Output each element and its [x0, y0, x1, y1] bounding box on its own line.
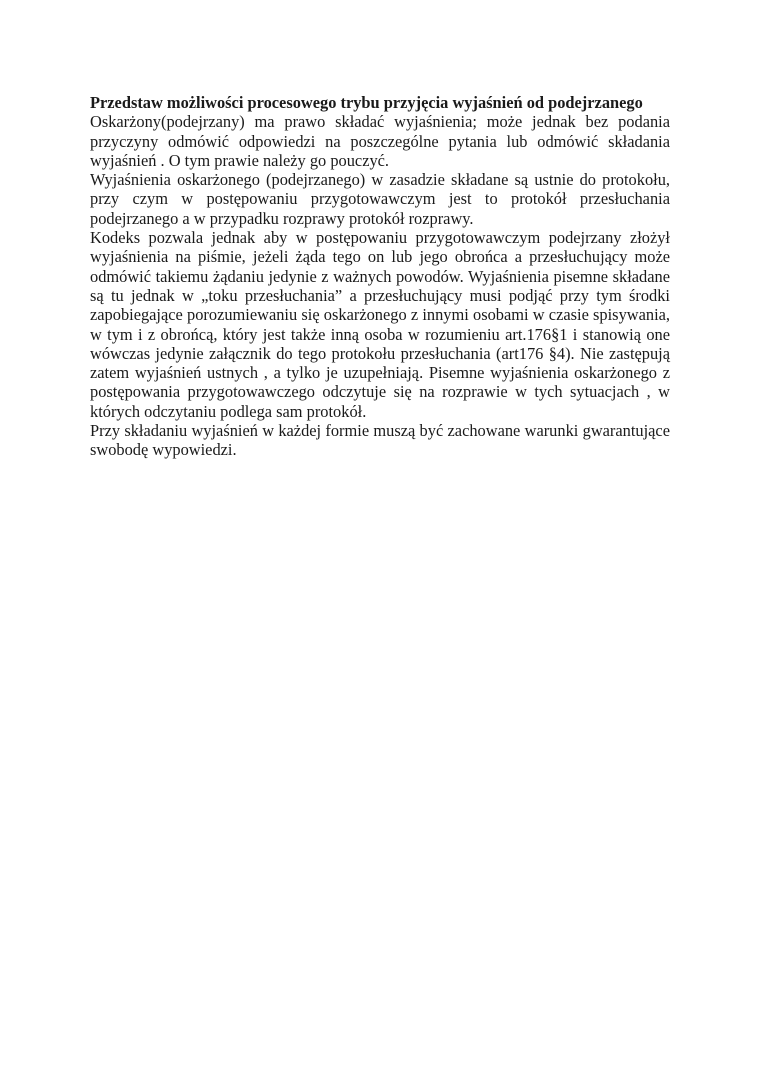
paragraph-4: Przy składaniu wyjaśnień w każdej formie muszą być zachowane warunki gwarantujące swobodę wypowiedzi.	[90, 421, 670, 460]
paragraph-1: Oskarżony(podejrzany) ma prawo składać wyjaśnienia; może jednak bez podania przyczyny odmówić odpowiedzi na poszczególne pytania lub odmówić składania wyjaśnień . O tym prawie należy go pouczyć.	[90, 112, 670, 170]
paragraph-2: Wyjaśnienia oskarżonego (podejrzanego) w zasadzie składane są ustnie do protokołu, przy czym w postępowaniu przygotowawczym jest to protokół przesłuchania podejrzanego a w przypadku rozprawy protokół rozprawy.	[90, 170, 670, 228]
document-body	[90, 93, 670, 460]
paragraph-3: Kodeks pozwala jednak aby w postępowaniu przygotowawczym podejrzany złożył wyjaśnienia na piśmie, jeżeli żąda tego on lub jego obrońca a przesłuchujący może odmówić takiemu żądaniu jedynie z ważnych powodów. Wyjaśnienia pisemne składane są tu jednak w „toku przesłuchania” a przesłuchujący musi podjąć przy tym środki zapobiegające porozumiewaniu się oskarżonego z innymi osobami w czasie spisywania, w tym i z obrońcą, który jest także inną osoba w rozumieniu art.176§1 i stanowią one wówczas jedynie załącznik do tego protokołu przesłuchania (art176 §4). Nie zastępują zatem wyjaśnień ustnych , a tylko je uzupełniają. Pisemne wyjaśnienia oskarżonego z postępowania przygotowawczego odczytuje się na rozprawie w tych sytuacjach , w których odczytaniu podlega sam protokół.	[90, 228, 670, 421]
document-title: Przedstaw możliwości procesowego trybu przyjęcia wyjaśnień od podejrzanego	[90, 93, 643, 112]
